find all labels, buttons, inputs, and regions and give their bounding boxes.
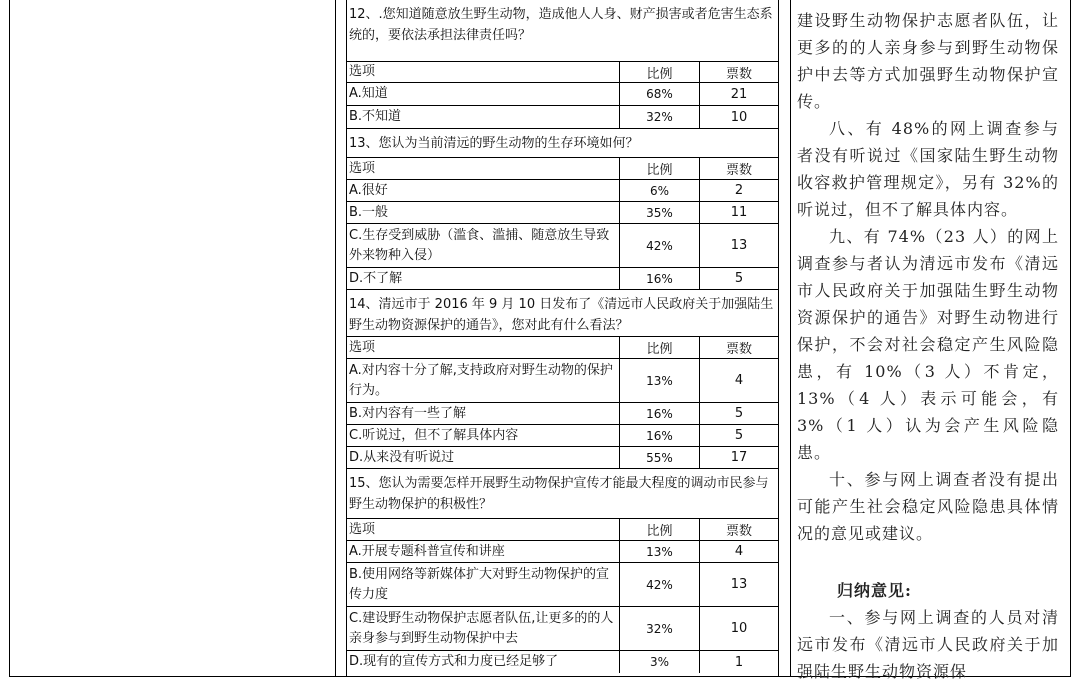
header-ratio: 比例 — [620, 62, 700, 82]
votes-cell: 13 — [730, 577, 748, 592]
votes-cell: 11 — [730, 205, 748, 220]
finding-10-paragraph: 十、参与网上调查者没有提出可能产生社会稳定风险隐患具体情况的意见或建议。 — [797, 470, 1059, 543]
analysis-text-column — [797, 7, 1059, 685]
votes-cell: 10 — [730, 109, 748, 125]
header-option: 选项 — [347, 337, 620, 358]
votes-cell: 17 — [730, 450, 748, 465]
votes-cell: 5 — [734, 428, 744, 443]
table-row — [347, 607, 778, 651]
header-ratio: 比例 — [620, 519, 700, 540]
ratio-cell: 16% — [620, 425, 700, 446]
header-ratio: 比例 — [620, 337, 700, 358]
question-14: 14、清远市于 2016 年 9 月 10 日发布了《清远市人民政府关于加强陆生野生动物资源保护的通告》，您对此有什么看法？ — [347, 290, 778, 337]
survey-results-table — [346, 0, 779, 677]
votes-cell: 4 — [734, 373, 744, 388]
option-cell: D.从来没有听说过 — [347, 447, 620, 468]
option-cell: B.使用网络等新媒体扩大对野生动物保护的宣传力度 — [347, 563, 620, 606]
table-row — [347, 83, 778, 106]
header-option: 选项 — [347, 62, 620, 82]
table-row — [347, 651, 778, 673]
table-row — [347, 403, 778, 425]
option-cell: D.不了解 — [347, 268, 620, 289]
table-row — [347, 268, 778, 290]
votes-cell: 10 — [730, 621, 748, 636]
option-cell: B.一般 — [347, 202, 620, 223]
option-cell: B.不知道 — [347, 106, 620, 128]
table-row — [347, 359, 778, 403]
column-divider — [790, 0, 791, 677]
ratio-cell: 68% — [620, 83, 700, 105]
ratio-cell: 16% — [620, 403, 700, 424]
header-option: 选项 — [347, 158, 620, 179]
ratio-cell: 42% — [620, 563, 700, 606]
table-row — [347, 425, 778, 447]
ratio-cell: 32% — [620, 106, 700, 128]
ratio-cell: 55% — [620, 447, 700, 468]
header-ratio: 比例 — [620, 158, 700, 179]
table-row — [347, 563, 778, 607]
ratio-cell: 13% — [620, 359, 700, 402]
votes-cell: 2 — [734, 183, 744, 198]
option-cell: A.对内容十分了解,支持政府对野生动物的保护行为。 — [347, 359, 620, 402]
header-votes: 票数 — [725, 163, 752, 178]
header-votes: 票数 — [725, 66, 752, 82]
ratio-cell: 6% — [620, 180, 700, 201]
option-cell: A.很好 — [347, 180, 620, 201]
table-header-row — [347, 158, 778, 180]
column-divider — [335, 0, 336, 677]
table-header-row — [347, 337, 778, 359]
question-12: 12、.您知道随意放生野生动物，造成他人人身、财产损害或者危害生态系统的，要依法承担法律责任吗？ — [347, 0, 778, 62]
table-row — [347, 106, 778, 129]
continued-paragraph: 建设野生动物保护志愿者队伍，让更多的的人亲身参与到野生动物保护中去等方式加强野生动物保护宣传。 — [797, 11, 1059, 111]
option-cell: C.建设野生动物保护志愿者队伍,让更多的的人亲身参与到野生动物保护中去 — [347, 607, 620, 650]
votes-cell: 4 — [734, 544, 744, 559]
votes-cell: 5 — [734, 271, 744, 286]
table-row — [347, 541, 778, 563]
header-option: 选项 — [347, 519, 620, 540]
table-row — [347, 447, 778, 469]
ratio-cell: 3% — [620, 651, 700, 673]
table-row — [347, 180, 778, 202]
table-header-row — [347, 62, 778, 83]
votes-cell: 1 — [734, 654, 744, 670]
table-row — [347, 202, 778, 224]
ratio-cell: 42% — [620, 224, 700, 267]
option-cell: A.知道 — [347, 83, 620, 105]
option-cell: C.听说过，但不了解具体内容 — [347, 425, 620, 446]
summary-heading: 归纳意见: — [837, 581, 912, 600]
question-13: 13、您认为当前清远的野生动物的生存环境如何？ — [347, 129, 778, 158]
table-header-row — [347, 519, 778, 541]
finding-8-paragraph: 八、有 48%的网上调查参与者没有听说过《国家陆生野生动物收容救护管理规定》，另有 32%的听说过，但不了解具体内容。 — [797, 119, 1059, 219]
table-row — [347, 224, 778, 268]
header-votes: 票数 — [725, 342, 752, 357]
ratio-cell: 13% — [620, 541, 700, 562]
option-cell: C.生存受到威胁（滥食、滥捕、随意放生导致外来物种入侵） — [347, 224, 620, 267]
question-15: 15、您认为需要怎样开展野生动物保护宣传才能最大程度的调动市民参与野生动物保护的积极性？ — [347, 469, 778, 519]
ratio-cell: 35% — [620, 202, 700, 223]
header-votes: 票数 — [725, 524, 752, 539]
votes-cell: 13 — [730, 238, 748, 253]
votes-cell: 21 — [730, 86, 748, 102]
ratio-cell: 32% — [620, 607, 700, 650]
option-cell: A.开展专题科普宣传和讲座 — [347, 541, 620, 562]
finding-9-paragraph: 九、有 74%（23 人）的网上调查参与者认为清远市发布《清远市人民政府关于加强陆生野生动物资源保护的通告》对野生动物进行保护，不会对社会稳定产生风险隐患，有 10%（3 人）不肯定，13%（4 人）表示可能会，有 3%（1 人）认为会产生风险隐患。 — [797, 227, 1059, 462]
votes-cell: 5 — [734, 406, 744, 421]
summary-paragraph-1: 一、参与网上调查的人员对清远市发布《清远市人民政府关于加强陆生野生动物资源保 — [797, 608, 1059, 681]
option-cell: B.对内容有一些了解 — [347, 403, 620, 424]
ratio-cell: 16% — [620, 268, 700, 289]
option-cell: D.现有的宣传方式和力度已经足够了 — [347, 651, 620, 673]
